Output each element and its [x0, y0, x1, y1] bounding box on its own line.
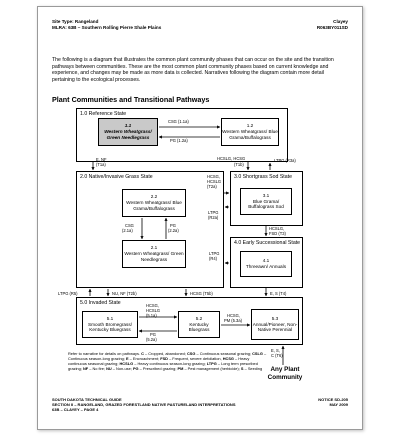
legend-abbr: NF	[82, 366, 89, 371]
abbreviation-legend	[68, 351, 268, 371]
legend-abbr: NU	[106, 366, 112, 371]
pathway-csg-1-1a: CSG (1.1a)	[168, 119, 189, 124]
pathway-hcslg-fsd-l1: HCSLG,	[269, 226, 285, 231]
footer-date: MAY 2009	[329, 402, 348, 407]
community-5-1-name: Smooth Bromegrass/ Kentucky Bluegrass	[87, 321, 133, 333]
state-5-label: 5.0 Invaded State	[80, 300, 121, 306]
community-2-1-number: 2.1	[150, 245, 158, 251]
pathway-hcsg-s2-label: HCSG,	[207, 174, 220, 179]
pathway-hcsg-pm-l2: PM (5.3a)	[224, 318, 242, 323]
pathway-nu-nf-label: NU, NF (T2b)	[112, 291, 137, 296]
legend-definition: – Prescribed grazing;	[138, 366, 177, 371]
community-1-1	[98, 118, 158, 146]
pathway-pg-5-2a-l2: (5.2a)	[146, 337, 157, 342]
community-2-2-name: Western Wheatgrass/ Blue Grama/Buffalograss	[126, 200, 182, 211]
community-1-1-name: Western Wheatgrass/ Green Needlegrass	[104, 129, 152, 140]
pathway-t2a-label: (T2a)	[207, 184, 217, 189]
pathway-ltpg-r4-l1: LTPG	[209, 251, 220, 256]
legend-definition: – Non-use;	[111, 366, 132, 371]
footer-right	[318, 397, 348, 407]
community-1-1-number: 1.1	[124, 123, 132, 129]
legend-abbr: HCSLG	[119, 361, 134, 366]
community-5-3	[251, 309, 299, 340]
state-3-label: 3.0 Shortgrass Sod State	[234, 174, 292, 180]
state-1-label: 1.0 Reference State	[80, 111, 127, 117]
pathway-pg-2-2a-l1: PG	[170, 223, 176, 228]
community-5-1-number: 5.1	[106, 315, 114, 321]
legend-definition: – Cropped, abandoned;	[143, 351, 186, 356]
pathway-ltpg-r2a-l2: (R2a)	[208, 215, 219, 220]
pathway-pg-2-2a-l2: (2.2a)	[168, 228, 179, 233]
legend-abbr: S	[240, 366, 244, 371]
section-title: Plant Communities and Transitional Pathways	[52, 95, 210, 104]
legend-abbr: CSLG	[252, 351, 263, 356]
pathway-ltpg-r3a-label: LTPG (R3a)	[274, 158, 296, 163]
community-1-2	[221, 118, 279, 146]
legend-definition: – Long term prescribed grazing;	[68, 361, 258, 371]
legend-definition: – Frequent, severe defoliation,	[167, 356, 222, 361]
pathway-hcsg-5-l1: HCSG,	[146, 303, 159, 308]
pathway-t1a-label: (T1a)	[96, 162, 106, 167]
community-3-1	[240, 188, 292, 215]
legend-abbr: HCSG	[222, 356, 234, 361]
legend-definition: – Continuous season-long grazing;	[68, 351, 267, 361]
community-4-1	[240, 251, 292, 277]
pathway-es-c-l2: C (T6)	[271, 353, 283, 358]
legend-abbr: C	[141, 351, 144, 356]
community-1-2-name: Western Wheatgrass/ Blue Grama/Buffalograss	[222, 129, 278, 140]
community-1-2-number: 1.2	[246, 123, 254, 129]
community-5-2-number: 5.2	[195, 315, 203, 321]
pathway-t1b-label: (T1b)	[234, 162, 244, 167]
document-page	[37, 6, 363, 430]
mlra: MLRA: 63B – Southern Rolling Pierre Shale Plains	[52, 25, 162, 30]
legend-lead: Refer to narrative for details on pathways.	[68, 351, 141, 356]
legend-abbr: E	[125, 356, 129, 361]
legend-definition: – Continuous seasonal grazing;	[195, 351, 252, 356]
pathway-ltpg-r5-label: LTPG (R5)	[58, 291, 78, 296]
footer-page: 63B – CLAYEY – PAGE 4	[52, 407, 99, 412]
pathway-pg-5-2a-l1: PG	[150, 332, 156, 337]
community-5-1	[82, 311, 138, 338]
community-2-2-number: 2.2	[150, 194, 158, 200]
community-2-1	[122, 240, 186, 268]
legend-abbr: FSD	[160, 356, 168, 361]
pathway-hcsg-pm-l1: HCSG,	[227, 313, 240, 318]
pathway-ltpg-r4-l2: (R4)	[209, 256, 217, 261]
pathway-hcsg-t5b-label: HCSG (T5b)	[190, 291, 213, 296]
pathway-hcsg-5-l2: HCSLG	[146, 308, 161, 313]
site-id: R063BY011SD	[316, 25, 348, 30]
footer-left	[52, 397, 236, 412]
pathway-e-nf-label: E, NF	[96, 157, 107, 162]
pathway-hcslg-fsd-l2: FSD (T3)	[269, 231, 286, 236]
community-4-1-name: Threeawn/ Annuals	[245, 264, 287, 269]
legend-abbr: CSG	[186, 351, 196, 356]
community-3-1-name: Blue Grama/ Buffalograss Sod	[248, 198, 284, 210]
pathway-csg-2-1a-l1: CSG	[125, 223, 134, 228]
legend-definition: – Heavy continuous season-long grazing;	[133, 361, 206, 366]
any-plant-community: Any Plant Community	[267, 366, 303, 381]
state-4-label: 4.0 Early Successional State	[234, 240, 301, 246]
footer-notice: NOTICE SD-205	[318, 397, 348, 402]
site-name: Clayey	[333, 19, 348, 24]
community-3-1-number: 3.1	[262, 192, 270, 198]
pathway-es-t4-label: E, S (T4)	[270, 291, 287, 296]
community-5-2	[178, 311, 220, 338]
legend-abbr: PM	[177, 366, 184, 371]
state-2-label: 2.0 Native/Invasive Grass State	[80, 174, 153, 180]
footer-guide: SOUTH DAKOTA TECHNICAL GUIDE	[52, 397, 122, 402]
pathway-hcslg-hcsg-label: HCSLG, HCSG	[217, 156, 246, 161]
pathway-es-c-l1: E, S,	[271, 348, 280, 353]
pathway-ltpg-r2a-l1: LTPG	[208, 210, 219, 215]
legend-definition: – No fire;	[88, 366, 105, 371]
legend-abbr: PG	[132, 366, 139, 371]
community-4-1-number: 4.1	[262, 258, 270, 264]
intro-paragraph: The following is a diagram that illustrates the common plant community phases that can occur on the site and the transition pathways between communities. These are the most common plant community phases based on current knowledge and experience, and changes may be made as more data is collected. Narratives following the diagram contain more detail pertaining to the ecological processes.	[52, 57, 334, 84]
community-2-2	[122, 189, 186, 217]
legend-abbr: LTPG	[206, 361, 217, 366]
legend-definition: – Heavy continuous seasonal grazing;	[68, 356, 250, 366]
community-5-3-number: 5.3	[271, 315, 279, 321]
legend-definition: – Encroachment;	[128, 356, 160, 361]
legend-definition: – Pest management (herbicide);	[183, 366, 240, 371]
community-5-2-name: Kentucky Bluegrass	[188, 321, 210, 333]
pathway-pg-1-2a: PG (1.2a)	[170, 138, 188, 143]
footer-section: SECTION II – RANGELAND, GRAZED FORESTLAND NATIVE PASTURELAND INTERPRETATIONS	[52, 402, 236, 407]
community-5-3-name: Annual/Pioneer, Non-Native Perennial	[252, 321, 298, 333]
legend-definition: – Seeding	[243, 366, 263, 371]
site-type: Site Type: Rangeland	[52, 19, 99, 24]
community-2-1-name: Western Wheatgrass/ Green Needlegrass	[124, 251, 184, 262]
pathway-hcslg-s2-label: HCSLG	[207, 179, 222, 184]
pathway-hcsg-5-l3: (5.1a)	[146, 313, 157, 318]
pathway-csg-2-1a-l2: (2.1a)	[122, 228, 133, 233]
